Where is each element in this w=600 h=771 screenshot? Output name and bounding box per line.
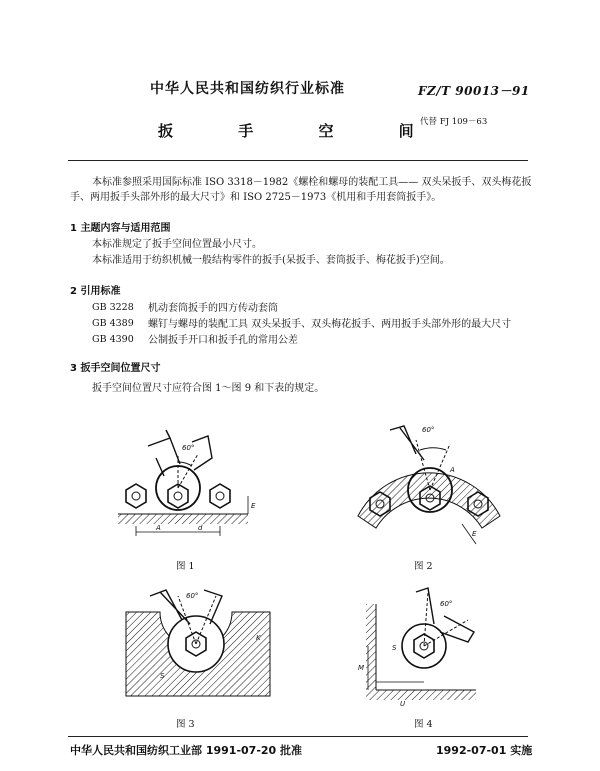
figure-3-caption: 图 3 xyxy=(176,719,195,730)
figure-3 xyxy=(120,586,276,704)
figure-2-caption: 图 2 xyxy=(414,561,433,572)
fig1-angle-label: 60° xyxy=(182,444,195,452)
fig1-d-label: d xyxy=(198,524,203,532)
fig3-k-label: K xyxy=(256,634,261,642)
effective-date: 1992-07-01 实施 xyxy=(436,744,533,757)
figure-4-caption: 图 4 xyxy=(414,719,433,730)
fig4-s-label: S xyxy=(392,644,397,652)
replaces-note: 代替 FJ 109－63 xyxy=(420,117,488,127)
footer-rule xyxy=(68,736,528,737)
ref-code: GB 4390 xyxy=(92,334,134,345)
section-3-line-1: 扳手空间位置尺寸应符合图 1～图 9 和下表的规定。 xyxy=(92,383,325,394)
fig2-a-label: A xyxy=(450,466,455,474)
standard-code: FZ/T 90013－91 xyxy=(418,84,530,98)
fig1-a-label: A xyxy=(156,524,161,532)
ref-title: 公制扳手开口和扳手孔的常用公差 xyxy=(148,335,298,346)
section-1-line-1: 本标准规定了扳手空间位置最小尺寸。 xyxy=(92,239,262,250)
ref-title: 机动套筒扳手的四方传动套筒 xyxy=(148,303,278,314)
section-1-heading: 1 主题内容与适用范围 xyxy=(70,223,171,234)
fig4-u-label: U xyxy=(400,700,406,708)
ref-code: GB 4389 xyxy=(92,318,134,329)
fig3-s-label: S xyxy=(160,672,165,680)
fig2-e-label: E xyxy=(472,530,477,538)
figure-4 xyxy=(356,586,480,708)
intro-line-2: 手、两用扳手头部外形的最大尺寸》和 ISO 2725－1973《机用和手用套筒扳手》。 xyxy=(70,192,442,203)
section-1-line-2: 本标准适用于纺织机械一般结构零件的扳手(呆扳手、套筒扳手、梅花扳手)空间。 xyxy=(92,255,450,266)
fig1-e-label: E xyxy=(251,502,256,510)
fig2-angle-label: 60° xyxy=(422,426,435,434)
approval-note: 中华人民共和国纺织工业部 1991-07-20 批准 xyxy=(70,744,303,757)
fig4-angle-label: 60° xyxy=(440,600,453,608)
ref-title: 螺钉与螺母的装配工具 双头呆扳手、双头梅花扳手、两用扳手头部外形的最大尺寸 xyxy=(148,319,512,330)
fig3-angle-label: 60° xyxy=(186,592,199,600)
fig4-m-label: M xyxy=(358,664,365,672)
section-2-heading: 2 引用标准 xyxy=(70,286,121,297)
header-rule xyxy=(68,160,528,161)
figure-2 xyxy=(350,420,510,548)
ref-code: GB 3228 xyxy=(92,302,134,313)
page-title: 扳 手 空 间 xyxy=(158,122,444,140)
section-3-heading: 3 扳手空间位置尺寸 xyxy=(70,363,161,374)
intro-line-1: 本标准参照采用国际标准 ISO 3318－1982《螺栓和螺母的装配工具—— 双头呆扳手、双头梅花扳 xyxy=(92,177,532,188)
issuing-body: 中华人民共和国纺织行业标准 xyxy=(150,81,345,97)
figure-1-caption: 图 1 xyxy=(176,561,195,572)
figure-1 xyxy=(108,428,268,546)
